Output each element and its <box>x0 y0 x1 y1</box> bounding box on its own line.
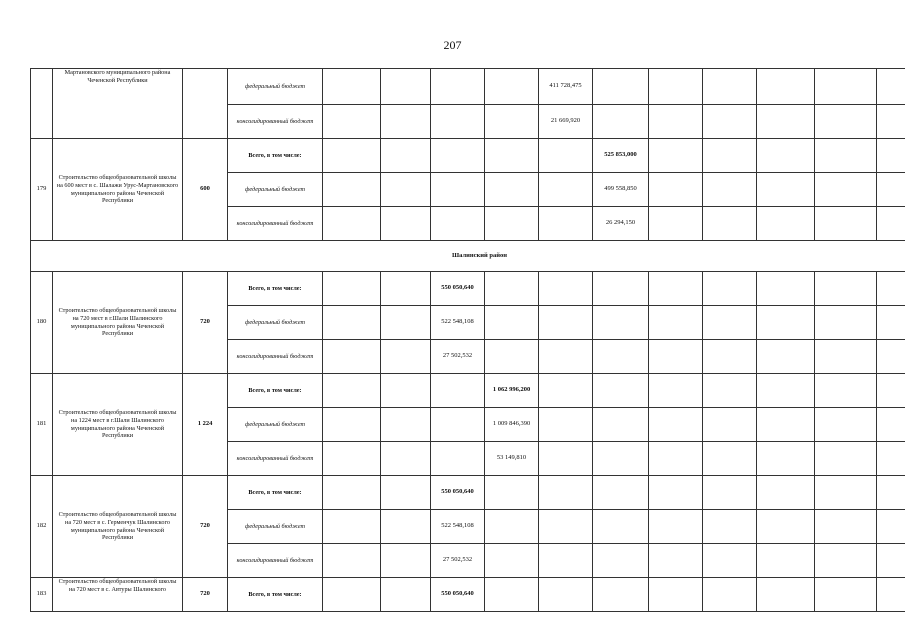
funding-type-consolidated: консолидированный бюджет <box>228 340 323 374</box>
funding-type-consolidated: консолидированный бюджет <box>228 442 323 476</box>
funding-type-federal: федеральный бюджет <box>228 173 323 207</box>
value-cell: 1 062 996,200 <box>485 374 539 408</box>
row-number: 181 <box>31 374 53 476</box>
value-cell: 525 853,000 <box>593 139 649 173</box>
value-cell: 550 050,640 <box>431 578 485 612</box>
funding-type-federal: федеральный бюджет <box>228 306 323 340</box>
table-row <box>31 476 905 510</box>
capacity: 1 224 <box>183 374 228 476</box>
capacity: 600 <box>183 139 228 241</box>
value-cell: 550 050,640 <box>431 476 485 510</box>
value-cell: 1 009 846,390 <box>485 408 539 442</box>
table-row <box>31 272 905 306</box>
row-number: 182 <box>31 476 53 578</box>
object-name: Строительство общеобразовательной школы на 720 мест в с. Герменчук Шалинского муниципального района Чеченской Республики <box>53 476 183 578</box>
page-number: 207 <box>443 38 462 52</box>
object-name: Строительство общеобразовательной школы на 720 мест в с. Автуры Шалинского <box>53 578 183 612</box>
budget-table <box>30 68 905 612</box>
value-cell: 522 548,108 <box>431 306 485 340</box>
funding-type-federal: федеральный бюджет <box>228 408 323 442</box>
funding-type-consolidated: консолидированный бюджет <box>228 544 323 578</box>
value-cell: 411 728,475 <box>539 69 593 105</box>
capacity: 720 <box>183 476 228 578</box>
funding-type-total: Всего, в том числе: <box>228 476 323 510</box>
object-name: Мартановского муниципального района Чеченской Республики <box>53 69 183 139</box>
capacity: 720 <box>183 272 228 374</box>
row-number: 180 <box>31 272 53 374</box>
object-name: Строительство общеобразовательной школы на 600 мест в с. Шалажи Урус-Мартановского муниципального района Чеченской Республики <box>53 139 183 241</box>
capacity: 720 <box>183 578 228 612</box>
object-name: Строительство общеобразовательной школы на 1224 мест в г.Шали Шалинского муниципального района Чеченской Республики <box>53 374 183 476</box>
value-cell: 26 294,150 <box>593 207 649 241</box>
funding-type-consolidated: консолидированный бюджет <box>228 207 323 241</box>
row-number <box>31 69 53 139</box>
capacity <box>183 69 228 139</box>
funding-type-total: Всего, в том числе: <box>228 139 323 173</box>
funding-type-federal: федеральный бюджет <box>228 69 323 105</box>
value-cell: 499 558,850 <box>593 173 649 207</box>
value-cell: 27 502,532 <box>431 544 485 578</box>
row-number: 179 <box>31 139 53 241</box>
table-row <box>31 374 905 408</box>
row-number: 183 <box>31 578 53 612</box>
region-header-row <box>31 241 905 272</box>
table-row <box>31 139 905 173</box>
value-cell: 27 502,532 <box>431 340 485 374</box>
region-title: Шалинский район <box>31 241 905 272</box>
value-cell: 53 149,810 <box>485 442 539 476</box>
funding-type-consolidated: консолидированный бюджет <box>228 105 323 139</box>
funding-type-total: Всего, в том числе: <box>228 578 323 612</box>
value-cell: 21 669,920 <box>539 105 593 139</box>
table-row <box>31 69 905 105</box>
value-cell: 550 050,640 <box>431 272 485 306</box>
funding-type-total: Всего, в том числе: <box>228 374 323 408</box>
object-name: Строительство общеобразовательной школы на 720 мест в г.Шали Шалинского муниципального района Чеченской Республики <box>53 272 183 374</box>
value-cell: 522 548,108 <box>431 510 485 544</box>
funding-type-federal: федеральный бюджет <box>228 510 323 544</box>
table-row <box>31 578 905 612</box>
funding-type-total: Всего, в том числе: <box>228 272 323 306</box>
